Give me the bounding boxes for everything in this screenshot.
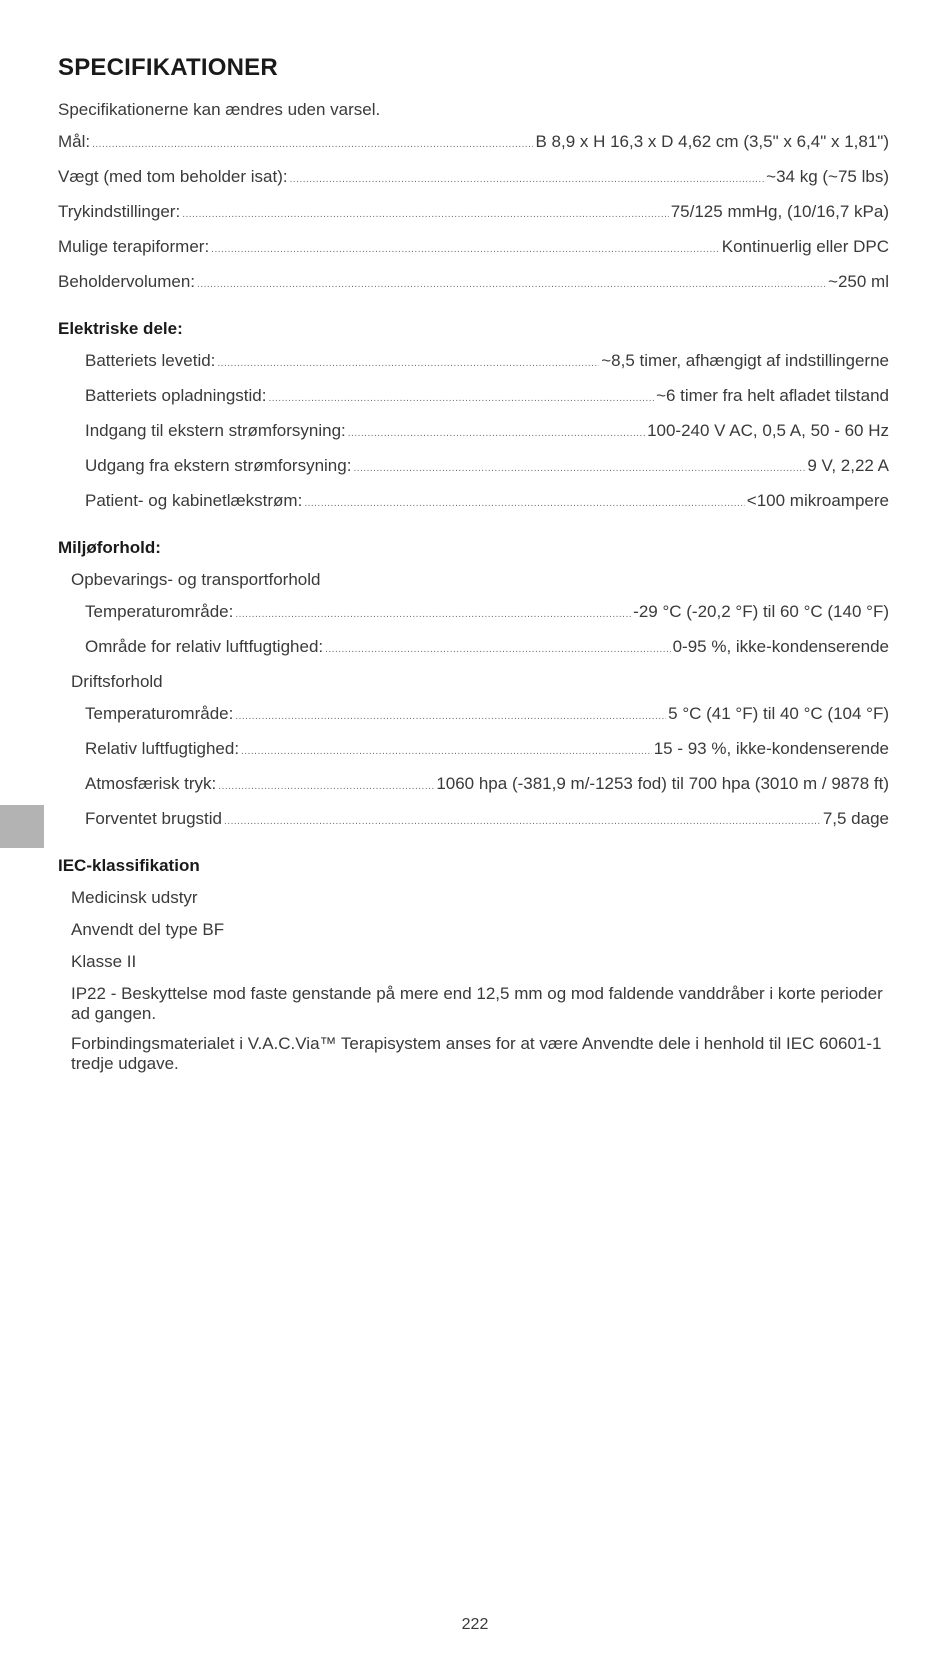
- spec-row-charge-time: [58, 380, 889, 415]
- dot-leader: [211, 234, 720, 266]
- iec-item: Klasse II: [71, 952, 137, 971]
- iec-paragraph-ip22: IP22 - Beskyttelse mod faste genstande på mere end 12,5 mm og mod faldende vanddråber i korte perioder ad gangen.: [71, 984, 883, 1023]
- dot-leader: [304, 488, 744, 520]
- spec-label: Mulige terapiformer:: [58, 237, 210, 256]
- spec-label: Temperaturområde:: [85, 602, 234, 621]
- spec-value: -29 °C (-20,2 °F) til 60 °C (140 °F): [633, 602, 889, 621]
- dot-leader: [348, 418, 645, 450]
- spec-label: Mål:: [58, 132, 91, 151]
- spec-row-power-input: [58, 415, 889, 450]
- subsection-heading-operating: Driftsforhold: [71, 672, 163, 691]
- spec-value: Kontinuerlig eller DPC: [721, 237, 889, 256]
- spec-row-power-output: [58, 450, 889, 485]
- spec-label: Relativ luftfugtighed:: [85, 739, 240, 758]
- page-number: 222: [461, 1616, 489, 1633]
- spec-value: ~250 ml: [828, 272, 889, 291]
- chapter-tab-marker: [0, 805, 44, 848]
- spec-page: [58, 52, 889, 1074]
- dot-leader: [217, 348, 599, 380]
- dot-leader: [235, 599, 631, 631]
- dot-leader: [197, 269, 826, 301]
- spec-row-operating-humidity: [58, 733, 889, 768]
- spec-row-atmospheric-pressure: [58, 768, 889, 803]
- spec-label: Område for relativ luftfugtighed:: [85, 637, 324, 656]
- subsection-heading-storage: Opbevarings- og transportforhold: [71, 570, 321, 589]
- spec-label: Trykindstillinger:: [58, 202, 181, 221]
- spec-value: 7,5 dage: [822, 809, 889, 828]
- change-notice: Specifikationerne kan ændres uden varsel.: [58, 100, 381, 119]
- spec-label: Vægt (med tom beholder isat):: [58, 167, 288, 186]
- spec-label: Beholdervolumen:: [58, 272, 196, 291]
- spec-row-expected-use: [58, 803, 889, 838]
- section-heading-iec: IEC-klassifikation: [58, 856, 200, 875]
- spec-value: 9 V, 2,22 A: [807, 456, 889, 475]
- spec-row-battery-life: [58, 345, 889, 380]
- spec-label: Batteriets opladningstid:: [85, 386, 267, 405]
- spec-row-storage-humidity: [58, 631, 889, 666]
- dot-leader: [268, 383, 654, 415]
- spec-value: 100-240 V AC, 0,5 A, 50 - 60 Hz: [647, 421, 889, 440]
- spec-label: Forventet brugstid: [85, 809, 223, 828]
- spec-row-pressure: [58, 196, 889, 231]
- iec-paragraph-dressing: Forbindingsmaterialet i V.A.C.Via™ Terapisystem anses for at være Anvendte dele i henhold til IEC 60601-1 tredje udgave.: [71, 1034, 882, 1073]
- dot-leader: [92, 129, 533, 161]
- spec-row-storage-temperature: [58, 596, 889, 631]
- spec-value: ~8,5 timer, afhængigt af indstillingerne: [601, 351, 889, 370]
- spec-value: 0-95 %, ikke-kondenserende: [672, 637, 889, 656]
- spec-label: Indgang til ekstern strømforsyning:: [85, 421, 346, 440]
- spec-value: 75/125 mmHg, (10/16,7 kPa): [670, 202, 889, 221]
- spec-label: Atmosfærisk tryk:: [85, 774, 217, 793]
- spec-row-weight: [58, 161, 889, 196]
- spec-value: <100 mikroampere: [746, 491, 889, 510]
- dot-leader: [235, 701, 666, 733]
- spec-label: Udgang fra ekstern strømforsyning:: [85, 456, 352, 475]
- iec-item: Anvendt del type BF: [71, 920, 225, 939]
- spec-value: ~6 timer fra helt afladet tilstand: [656, 386, 889, 405]
- dot-leader: [325, 634, 670, 666]
- iec-item: Medicinsk udstyr: [71, 888, 198, 907]
- spec-value: B 8,9 x H 16,3 x D 4,62 cm (3,5" x 6,4" x 1,81"): [535, 132, 889, 151]
- spec-value: 15 - 93 %, ikke-kondenserende: [653, 739, 889, 758]
- spec-row-therapy-modes: [58, 231, 889, 266]
- spec-label: Patient- og kabinetlækstrøm:: [85, 491, 303, 510]
- dot-leader: [224, 806, 821, 838]
- spec-value: 5 °C (41 °F) til 40 °C (104 °F): [668, 704, 889, 723]
- spec-row-dimensions: [58, 126, 889, 161]
- page-title: SPECIFIKATIONER: [58, 54, 278, 81]
- spec-value: ~34 kg (~75 lbs): [766, 167, 889, 186]
- section-heading-electrical: Elektriske dele:: [58, 319, 183, 338]
- spec-row-leakage-current: [58, 485, 889, 520]
- section-heading-environment: Miljøforhold:: [58, 538, 161, 557]
- dot-leader: [182, 199, 669, 231]
- spec-row-canister-volume: [58, 266, 889, 301]
- spec-row-operating-temperature: [58, 698, 889, 733]
- spec-label: Batteriets levetid:: [85, 351, 216, 370]
- dot-leader: [218, 771, 434, 803]
- spec-value: 1060 hpa (-381,9 m/-1253 fod) til 700 hpa (3010 m / 9878 ft): [436, 774, 889, 793]
- dot-leader: [241, 736, 652, 768]
- spec-label: Temperaturområde:: [85, 704, 234, 723]
- dot-leader: [353, 453, 805, 485]
- dot-leader: [290, 164, 765, 196]
